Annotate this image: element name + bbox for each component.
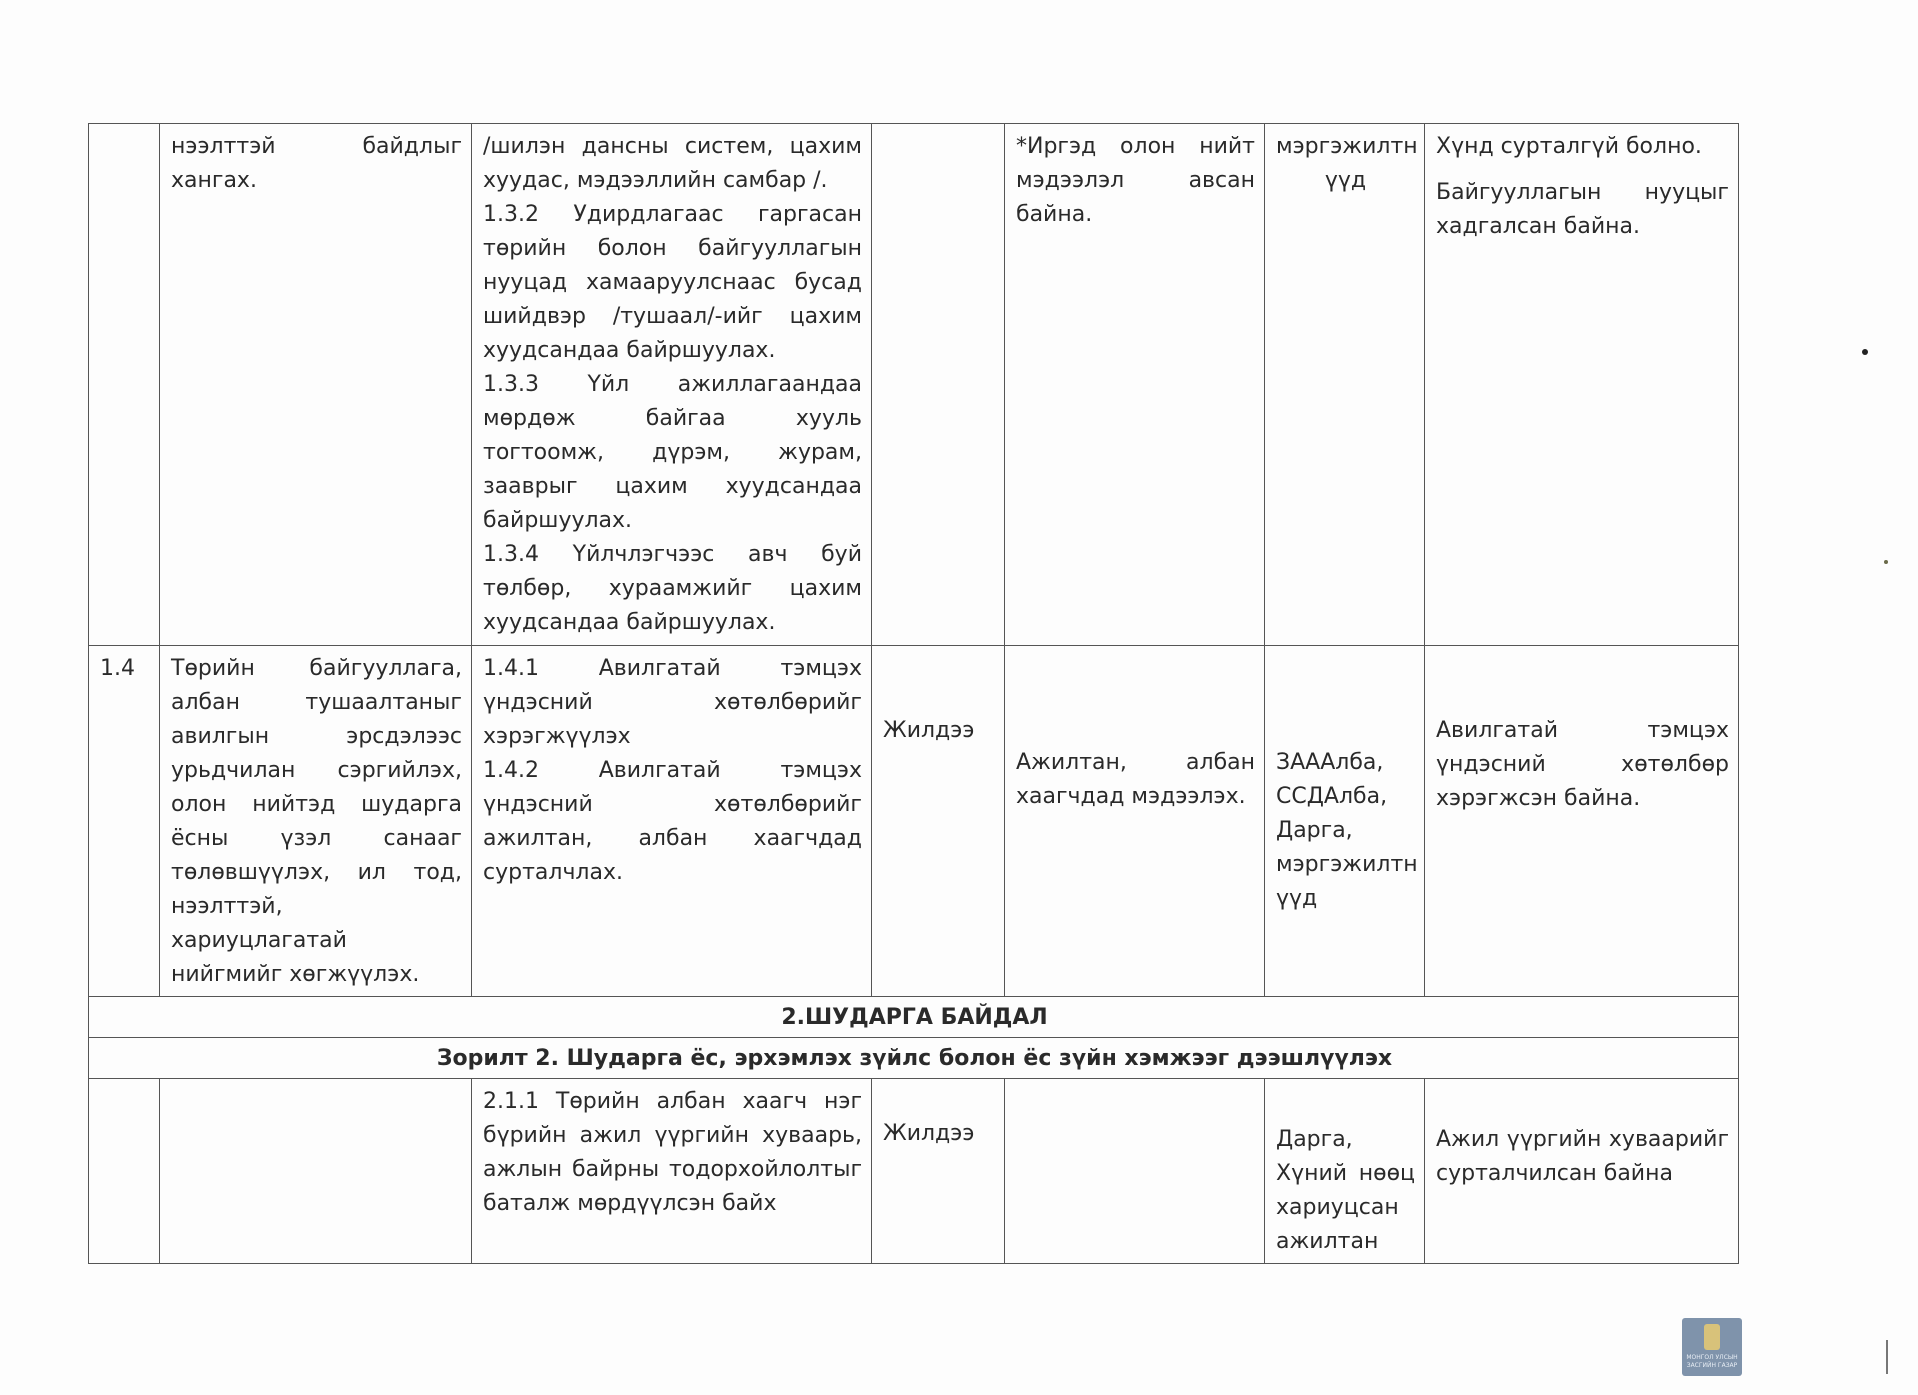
measures-cell (472, 646, 872, 997)
activity-cell (160, 1079, 472, 1264)
measure-text: /шилэн дансны систем, цахим хуудас, мэдээллийн самбар /. (483, 134, 862, 193)
measure-text: 1.4.2 Авилгатай тэмцэх үндэсний хөтөлбөрийг ажилтан, албан хаагчдад сурталчлах. (483, 758, 862, 885)
measure-text: 1.3.3 Үйл ажиллагаандаа мөрдөж байгаа хууль тогтоомж, дүрэм, журам, зааврыг цахим хуудсандаа байршуулах. (483, 372, 862, 533)
soyombo-emblem-icon (1704, 1324, 1720, 1350)
measure-text: 1.3.2 Удирдлагаас гаргасан төрийн болон байгууллагын нууцад хамааруулснаас бусад шийдвэр /тушаал/-ийг цахим хуудсандаа байршуулах. (483, 202, 862, 363)
measures-cell (472, 124, 872, 646)
row-number-cell (89, 124, 160, 646)
indicator-cell: Ажилтан, албан хаагчдад мэдээлэх. (1005, 646, 1265, 997)
responsible-cell: Дарга, Хүний нөөц хариуцсан ажилтан (1265, 1079, 1425, 1264)
deadline-cell: Жилдээ (872, 646, 1005, 997)
activity-cell: нээлттэй байдлыг хангах. (160, 124, 472, 646)
goal-title: Зорилт 2. Шударга ёс, эрхэмлэх зүйлс болон ёс зүйн хэмжээг дээшлүүлэх (89, 1038, 1739, 1079)
responsible-cell: мэргэжилтн үүд (1265, 124, 1425, 646)
scan-speck (1884, 560, 1888, 564)
result-cell: Ажил үүргийн хуваарийг сурталчилсан байна (1425, 1079, 1739, 1264)
measures-cell: 2.1.1 Төрийн албан хаагч нэг бүрийн ажил үүргийн хуваарь, ажлын байрны тодорхойлолтыг баталж мөрдүүлсэн байх (472, 1079, 872, 1264)
action-plan-table (88, 123, 1739, 1264)
row-number-cell: 1.4 (89, 646, 160, 997)
emblem-caption: МОНГОЛ УЛСЫН ЗАСГИЙН ГАЗАР (1686, 1354, 1738, 1369)
result-text: Байгууллагын нууцыг хадгалсан байна. (1436, 180, 1729, 239)
indicator-cell (1005, 1079, 1265, 1264)
activity-cell: Төрийн байгууллага, албан тушаалтаныг авилгын эрсдэлээс урьдчилан сэргийлэх, олон нийтэд шударга ёсны үзэл санааг төлөвшүүлэх, ил тод, нээлттэй, хариуцлагатай нийгмийг хөгжүүлэх. (160, 646, 472, 997)
responsible-cell: ЗАААлба, ССДАлба, Дарга, мэргэжилтн үүд (1265, 646, 1425, 997)
indicator-cell: *Иргэд олон нийт мэдээлэл авсан байна. (1005, 124, 1265, 646)
table-row (89, 124, 1739, 646)
goal-title-row (89, 1038, 1739, 1079)
measure-text: 1.3.4 Үйлчлэгчээс авч буй төлбөр, хураамжийг цахим хуудсандаа байршуулах. (483, 542, 862, 635)
government-emblem-logo (1682, 1318, 1742, 1376)
result-cell (1425, 124, 1739, 646)
section-title: 2.ШУДАРГА БАЙДАЛ (89, 997, 1739, 1038)
deadline-cell: Жилдээ (872, 1079, 1005, 1264)
measure-text: 1.4.1 Авилгатай тэмцэх үндэсний хөтөлбөрийг хэрэгжүүлэх (483, 656, 862, 749)
section-title-row (89, 997, 1739, 1038)
table-row (89, 646, 1739, 997)
table-row (89, 1079, 1739, 1264)
row-number-cell (89, 1079, 160, 1264)
scan-edge-mark (1886, 1340, 1888, 1374)
result-text: Хүнд сурталгүй болно. (1436, 134, 1702, 159)
deadline-cell (872, 124, 1005, 646)
scan-speck (1862, 349, 1868, 355)
result-cell: Авилгатай тэмцэх үндэсний хөтөлбөр хэрэгжсэн байна. (1425, 646, 1739, 997)
